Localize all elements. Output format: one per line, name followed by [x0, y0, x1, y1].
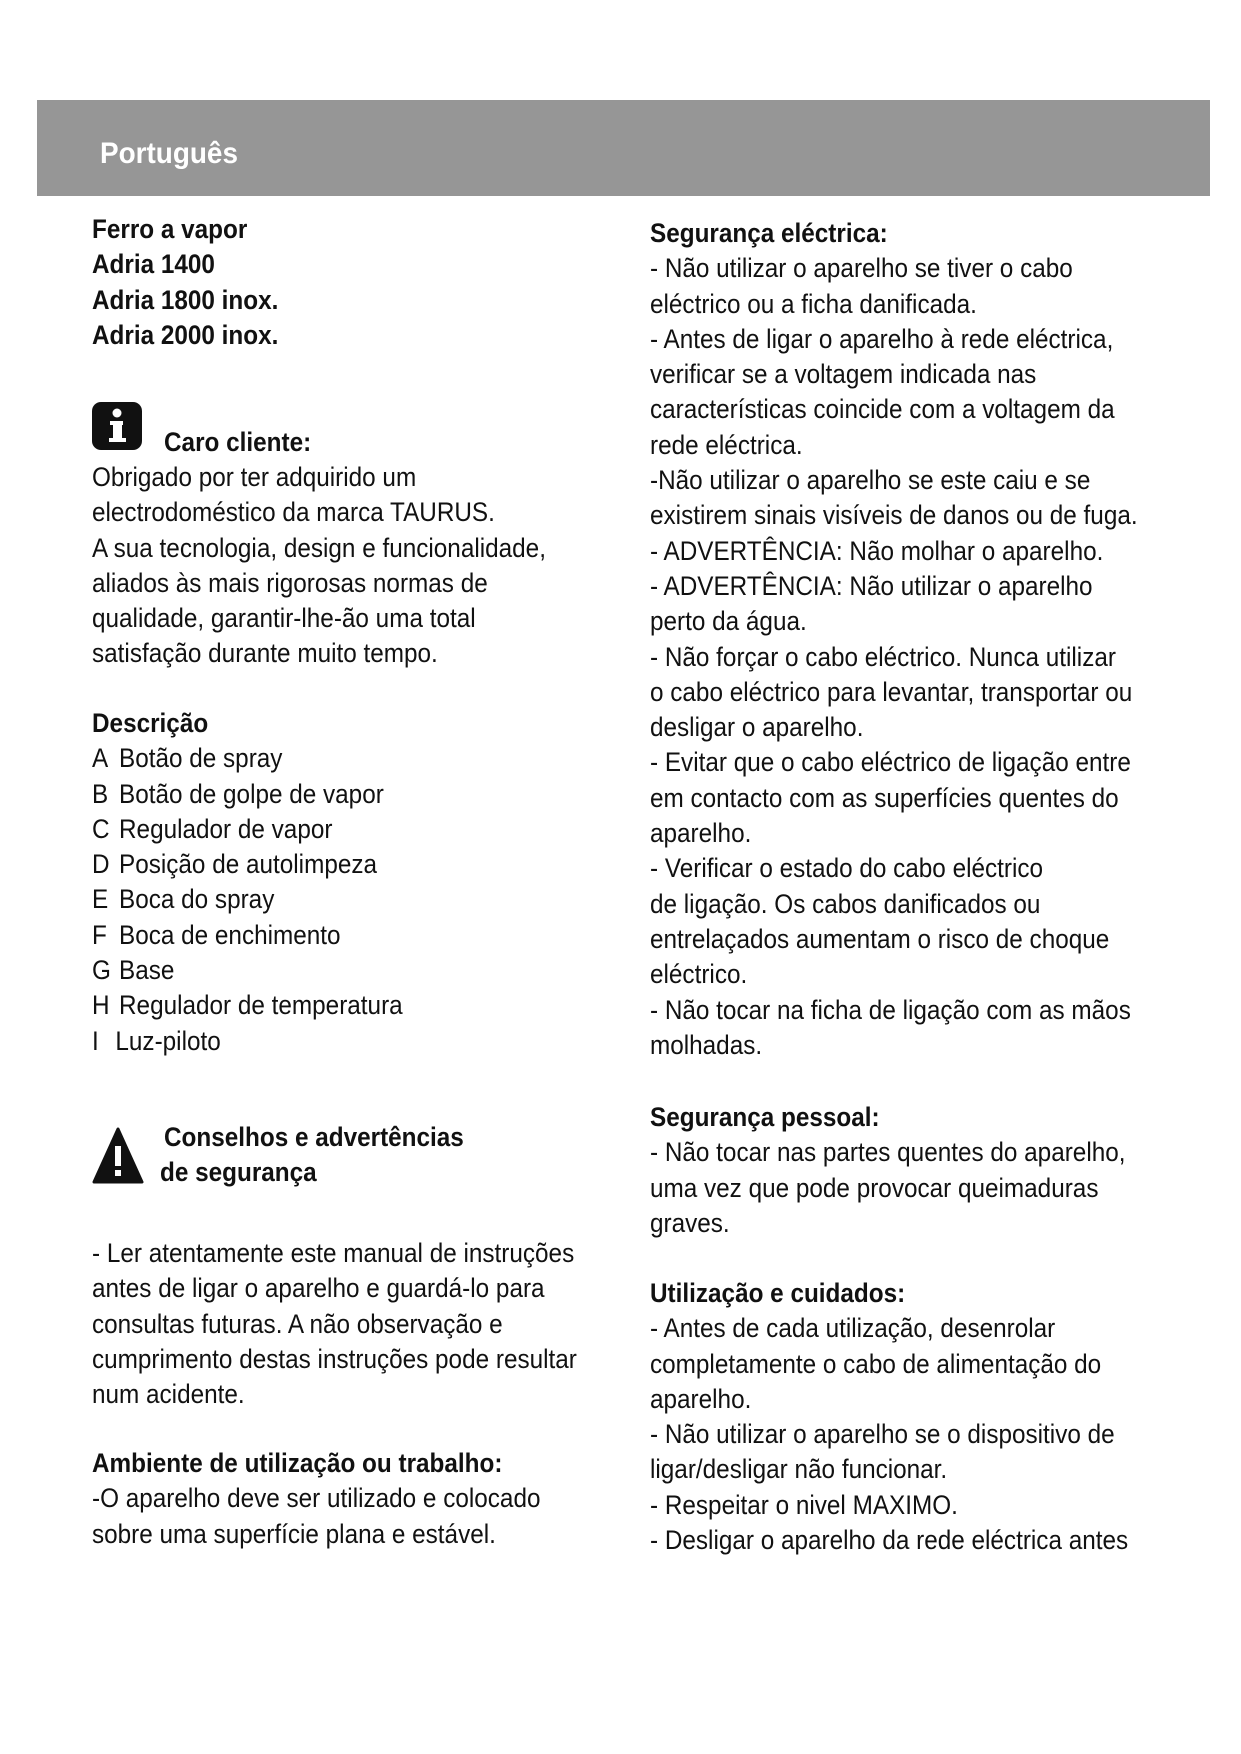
electrical-line: características coincide com a voltagem da: [650, 394, 1115, 425]
electrical-line: - Não forçar o cabo eléctrico. Nunca utilizar: [650, 641, 1116, 672]
description-letter: B: [92, 778, 109, 809]
electrical-line: aparelho.: [650, 818, 752, 849]
product-title-block: [92, 212, 299, 353]
usage-heading: Utilização e cuidados:: [650, 1278, 906, 1308]
safety-line: cumprimento destas instruções pode resultar: [92, 1343, 577, 1374]
electrical-line: eléctrico.: [650, 959, 748, 990]
description-letter: F: [92, 919, 107, 950]
language-header-bar: [37, 100, 1210, 196]
electrical-line: perto da água.: [650, 606, 807, 637]
description-letter: D: [92, 849, 110, 880]
electrical-section: [650, 216, 1192, 1063]
personal-line: uma vez que pode provocar queimaduras: [650, 1172, 1099, 1203]
description-item: [92, 847, 403, 882]
info-icon: [92, 402, 142, 450]
product-line: Adria 1800 inox.: [92, 284, 279, 315]
description-item: [92, 988, 403, 1023]
personal-line: graves.: [650, 1207, 730, 1238]
electrical-line: - Evitar que o cabo eléctrico de ligação entre: [650, 747, 1131, 778]
welcome-line: Obrigado por ter adquirido um: [92, 462, 417, 492]
electrical-line: de ligação. Os cabos danificados ou: [650, 888, 1041, 919]
description-label: Base: [119, 955, 175, 986]
description-label: Regulador de temperatura: [119, 990, 403, 1021]
safety-heading-line1: Conselhos e advertências: [164, 1122, 464, 1152]
environment-line: -O aparelho deve ser utilizado e colocado: [92, 1483, 541, 1514]
electrical-line: - ADVERTÊNCIA: Não utilizar o aparelho: [650, 570, 1093, 601]
usage-line: completamente o cabo de alimentação do: [650, 1348, 1102, 1379]
description-label: Botão de golpe de vapor: [119, 778, 384, 809]
description-letter: H: [92, 990, 110, 1021]
product-line: Adria 2000 inox.: [92, 319, 279, 350]
electrical-line: em contacto com as superfícies quentes do: [650, 782, 1119, 813]
description-item: [92, 812, 403, 847]
welcome-line: aliados às mais rigorosas normas de: [92, 567, 488, 598]
electrical-line: desligar o aparelho.: [650, 712, 864, 743]
language-title: Português: [100, 137, 238, 170]
safety-heading-line2: de segurança: [160, 1157, 317, 1187]
safety-line: consultas futuras. A não observação e: [92, 1308, 503, 1339]
description-item: [92, 777, 403, 812]
environment-line: sobre uma superfície plana e estável.: [92, 1518, 496, 1549]
usage-line: - Desligar o aparelho da rede eléctrica antes: [650, 1525, 1129, 1556]
description-letter: C: [92, 813, 110, 844]
personal-heading: Segurança pessoal:: [650, 1102, 880, 1132]
usage-line: - Não utilizar o aparelho se o dispositivo de: [650, 1419, 1115, 1450]
description-label: Luz-piloto: [115, 1025, 221, 1056]
description-letter: A: [92, 743, 109, 774]
electrical-line: o cabo eléctrico para levantar, transportar ou: [650, 676, 1133, 707]
welcome-line: qualidade, garantir-lhe-ão uma total: [92, 603, 476, 634]
electrical-line: - Verificar o estado do cabo eléctrico: [650, 853, 1044, 884]
description-heading: Descrição: [92, 708, 209, 738]
electrical-line: - Antes de ligar o aparelho à rede eléctrica,: [650, 323, 1114, 354]
electrical-line: rede eléctrica.: [650, 429, 803, 460]
description-label: Boca do spray: [119, 884, 275, 915]
electrical-line: -Não utilizar o aparelho se este caiu e se: [650, 465, 1091, 496]
safety-text: [92, 1236, 631, 1412]
safety-heading-block: [92, 1122, 612, 1206]
usage-line: aparelho.: [650, 1383, 752, 1414]
description-section: [92, 706, 437, 1059]
usage-line: - Antes de cada utilização, desenrolar: [650, 1313, 1056, 1344]
description-label: Boca de enchimento: [119, 919, 341, 950]
welcome-line: satisfação durante muito tempo.: [92, 638, 438, 669]
welcome-line: electrodoméstico da marca TAURUS.: [92, 497, 495, 528]
electrical-line: existirem sinais visíveis de danos ou de fuga.: [650, 500, 1138, 531]
electrical-line: - ADVERTÊNCIA: Não molhar o aparelho.: [650, 535, 1104, 566]
personal-section: [650, 1100, 1178, 1241]
description-item: [92, 741, 403, 776]
safety-line: - Ler atentamente este manual de instruções: [92, 1238, 575, 1268]
description-letter: I: [92, 1025, 99, 1056]
product-line: Ferro a vapor: [92, 214, 248, 244]
description-letter: G: [92, 955, 111, 986]
electrical-line: eléctrico ou a ficha danificada.: [650, 288, 977, 319]
safety-line: antes de ligar o aparelho e guardá-lo para: [92, 1273, 545, 1304]
electrical-line: entrelaçados aumentam o risco de choque: [650, 923, 1110, 954]
safety-line: num acidente.: [92, 1379, 245, 1410]
product-line: Adria 1400: [92, 249, 215, 280]
electrical-line: - Não tocar na ficha de ligação com as mãos: [650, 994, 1131, 1025]
description-label: Regulador de vapor: [119, 813, 333, 844]
description-label: Posição de autolimpeza: [119, 849, 378, 880]
usage-line: - Respeitar o nivel MAXIMO.: [650, 1489, 958, 1520]
warning-icon: [92, 1126, 144, 1184]
environment-heading: Ambiente de utilização ou trabalho:: [92, 1448, 503, 1478]
environment-section: [92, 1446, 590, 1552]
welcome-heading: Caro cliente:: [164, 427, 312, 457]
welcome-text: [92, 460, 596, 672]
electrical-line: - Não utilizar o aparelho se tiver o cabo: [650, 253, 1073, 284]
electrical-line: verificar se a voltagem indicada nas: [650, 359, 1037, 390]
personal-line: - Não tocar nas partes quentes do aparelho,: [650, 1137, 1126, 1168]
description-letter: E: [92, 884, 109, 915]
description-item: [92, 1024, 403, 1059]
electrical-line: molhadas.: [650, 1029, 763, 1060]
description-item: [92, 882, 403, 917]
usage-section: [650, 1276, 1181, 1558]
description-item: [92, 953, 403, 988]
usage-line: ligar/desligar não funcionar.: [650, 1454, 948, 1485]
welcome-line: A sua tecnologia, design e funcionalidade,: [92, 532, 546, 563]
description-item: [92, 918, 403, 953]
electrical-heading: Segurança eléctrica:: [650, 218, 888, 248]
description-label: Botão de spray: [119, 743, 283, 774]
